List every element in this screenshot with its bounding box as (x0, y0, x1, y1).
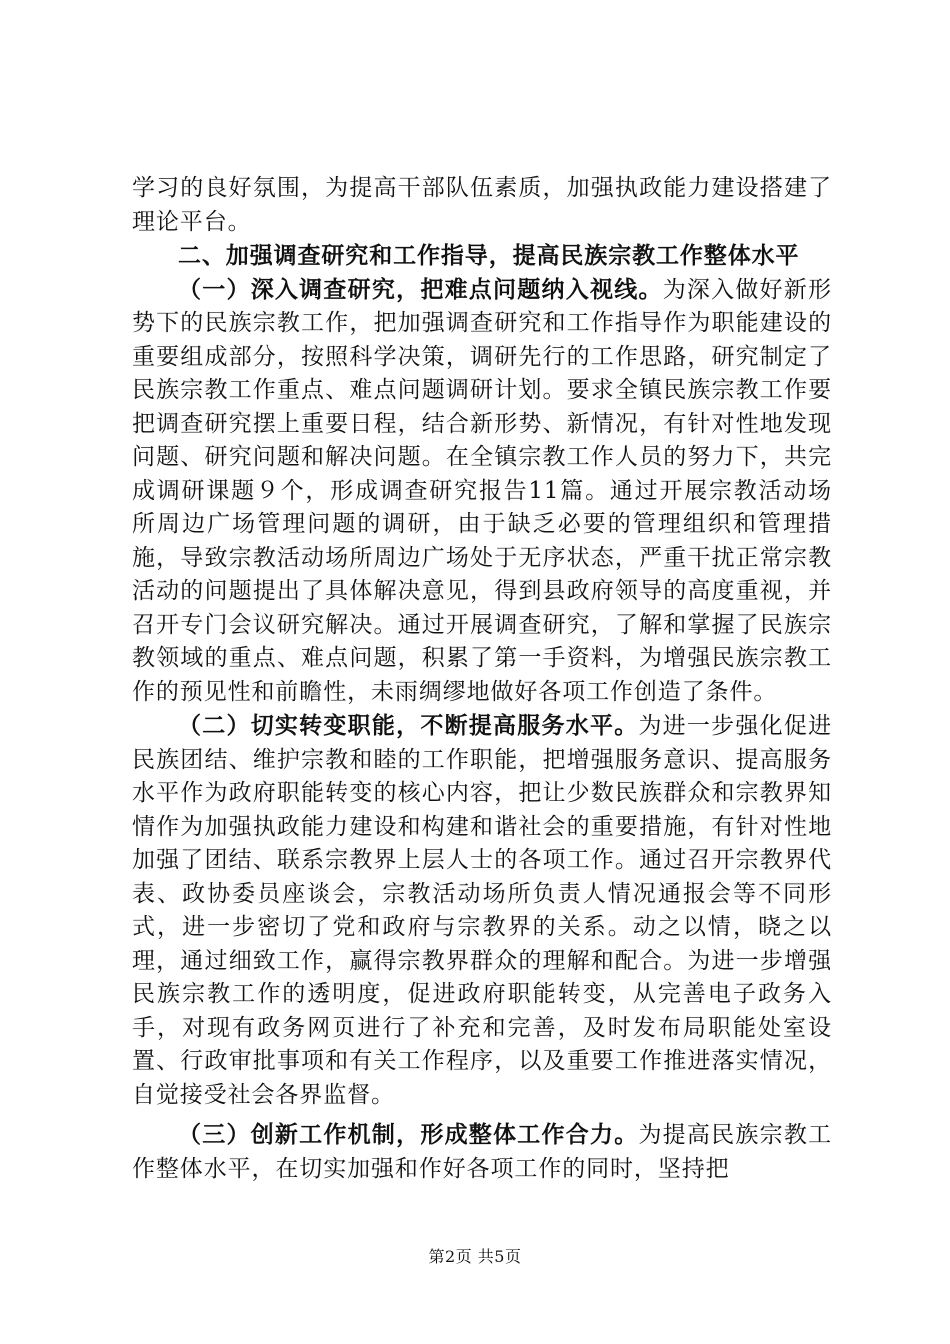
paragraph-2 (132, 709, 832, 1112)
paragraph-3 (132, 1118, 832, 1186)
page-footer: 第2页 共5页 (428, 1247, 522, 1266)
paragraph-3-body: 为提高民族宗教工作整体水平，在切实加强和作好各项工作的同时，坚持把 (132, 1122, 832, 1182)
section-heading: 二、加强调查研究和工作指导，提高民族宗教工作整体水平 (178, 242, 800, 269)
paragraph-2-body: 为进一步强化促进民族团结、维护宗教和睦的工作职能，把增强服务意识、提高服务水平作为政府职能转变的核心内容，把让少数民族群众和宗教界知情作为加强执政能力建设和构建和谐社会的重要措施，有针对性地加强了团结、联系宗教界上层人士的各项工作。通过召开宗教界代表、政协委员座谈会，宗教活动场所负责人情况通报会等不同形式，进一步密切了党和政府与宗教界的关系。动之以情，晓之以理，通过细致工作，赢得宗教界群众的理解和配合。为进一步增强民族宗教工作的透明度，促进政府职能转变，从完善电子政务入手，对现有政务网页进行了补充和完善，及时发布局职能处室设置、行政审批事项和有关工作程序，以及重要工作推进落实情况，自觉接受社会各界监督。 (132, 713, 832, 1108)
paragraph-1-lead: （一）深入调查研究，把难点问题纳入视线。 (178, 275, 663, 303)
paragraph-2-lead: （二）切实转变职能，不断提高服务水平。 (178, 712, 639, 739)
paragraph-1 (132, 273, 832, 710)
continuation-paragraph: 学习的良好氛围，为提高干部队伍素质，加强执政能力建设搭建了理论平台。 (132, 175, 832, 235)
document-body (132, 172, 832, 1186)
paragraph-3-lead: （三）创新工作机制，形成整体工作合力。 (178, 1121, 639, 1148)
paragraph-1-body: 为深入做好新形势下的民族宗教工作，把加强调查研究和工作指导作为职能建设的重要组成部分，按照科学决策，调研先行的工作思路，研究制定了民族宗教工作重点、难点问题调研计划。要求全镇民族宗教工作要把调查研究摆上重要日程，结合新形势、新情况，有针对性地发现问题、研究问题和解决问题。在全镇宗教工作人员的努力下，共完成调研课题９个，形成调查研究报告11篇。通过开展宗教活动场所周边广场管理问题的调研，由于缺乏必要的管理组织和管理措施，导致宗教活动场所周边广场处于无序状态，严重干扰正常宗教活动的问题提出了具体解决意见，得到县政府领导的高度重视，并召开专门会议研究解决。通过开展调查研究，了解和掌握了民族宗教领域的重点、难点问题，积累了第一手资料，为增强民族宗教工作的预见性和前瞻性，未雨绸缪地做好各项工作创造了条件。 (132, 276, 832, 705)
